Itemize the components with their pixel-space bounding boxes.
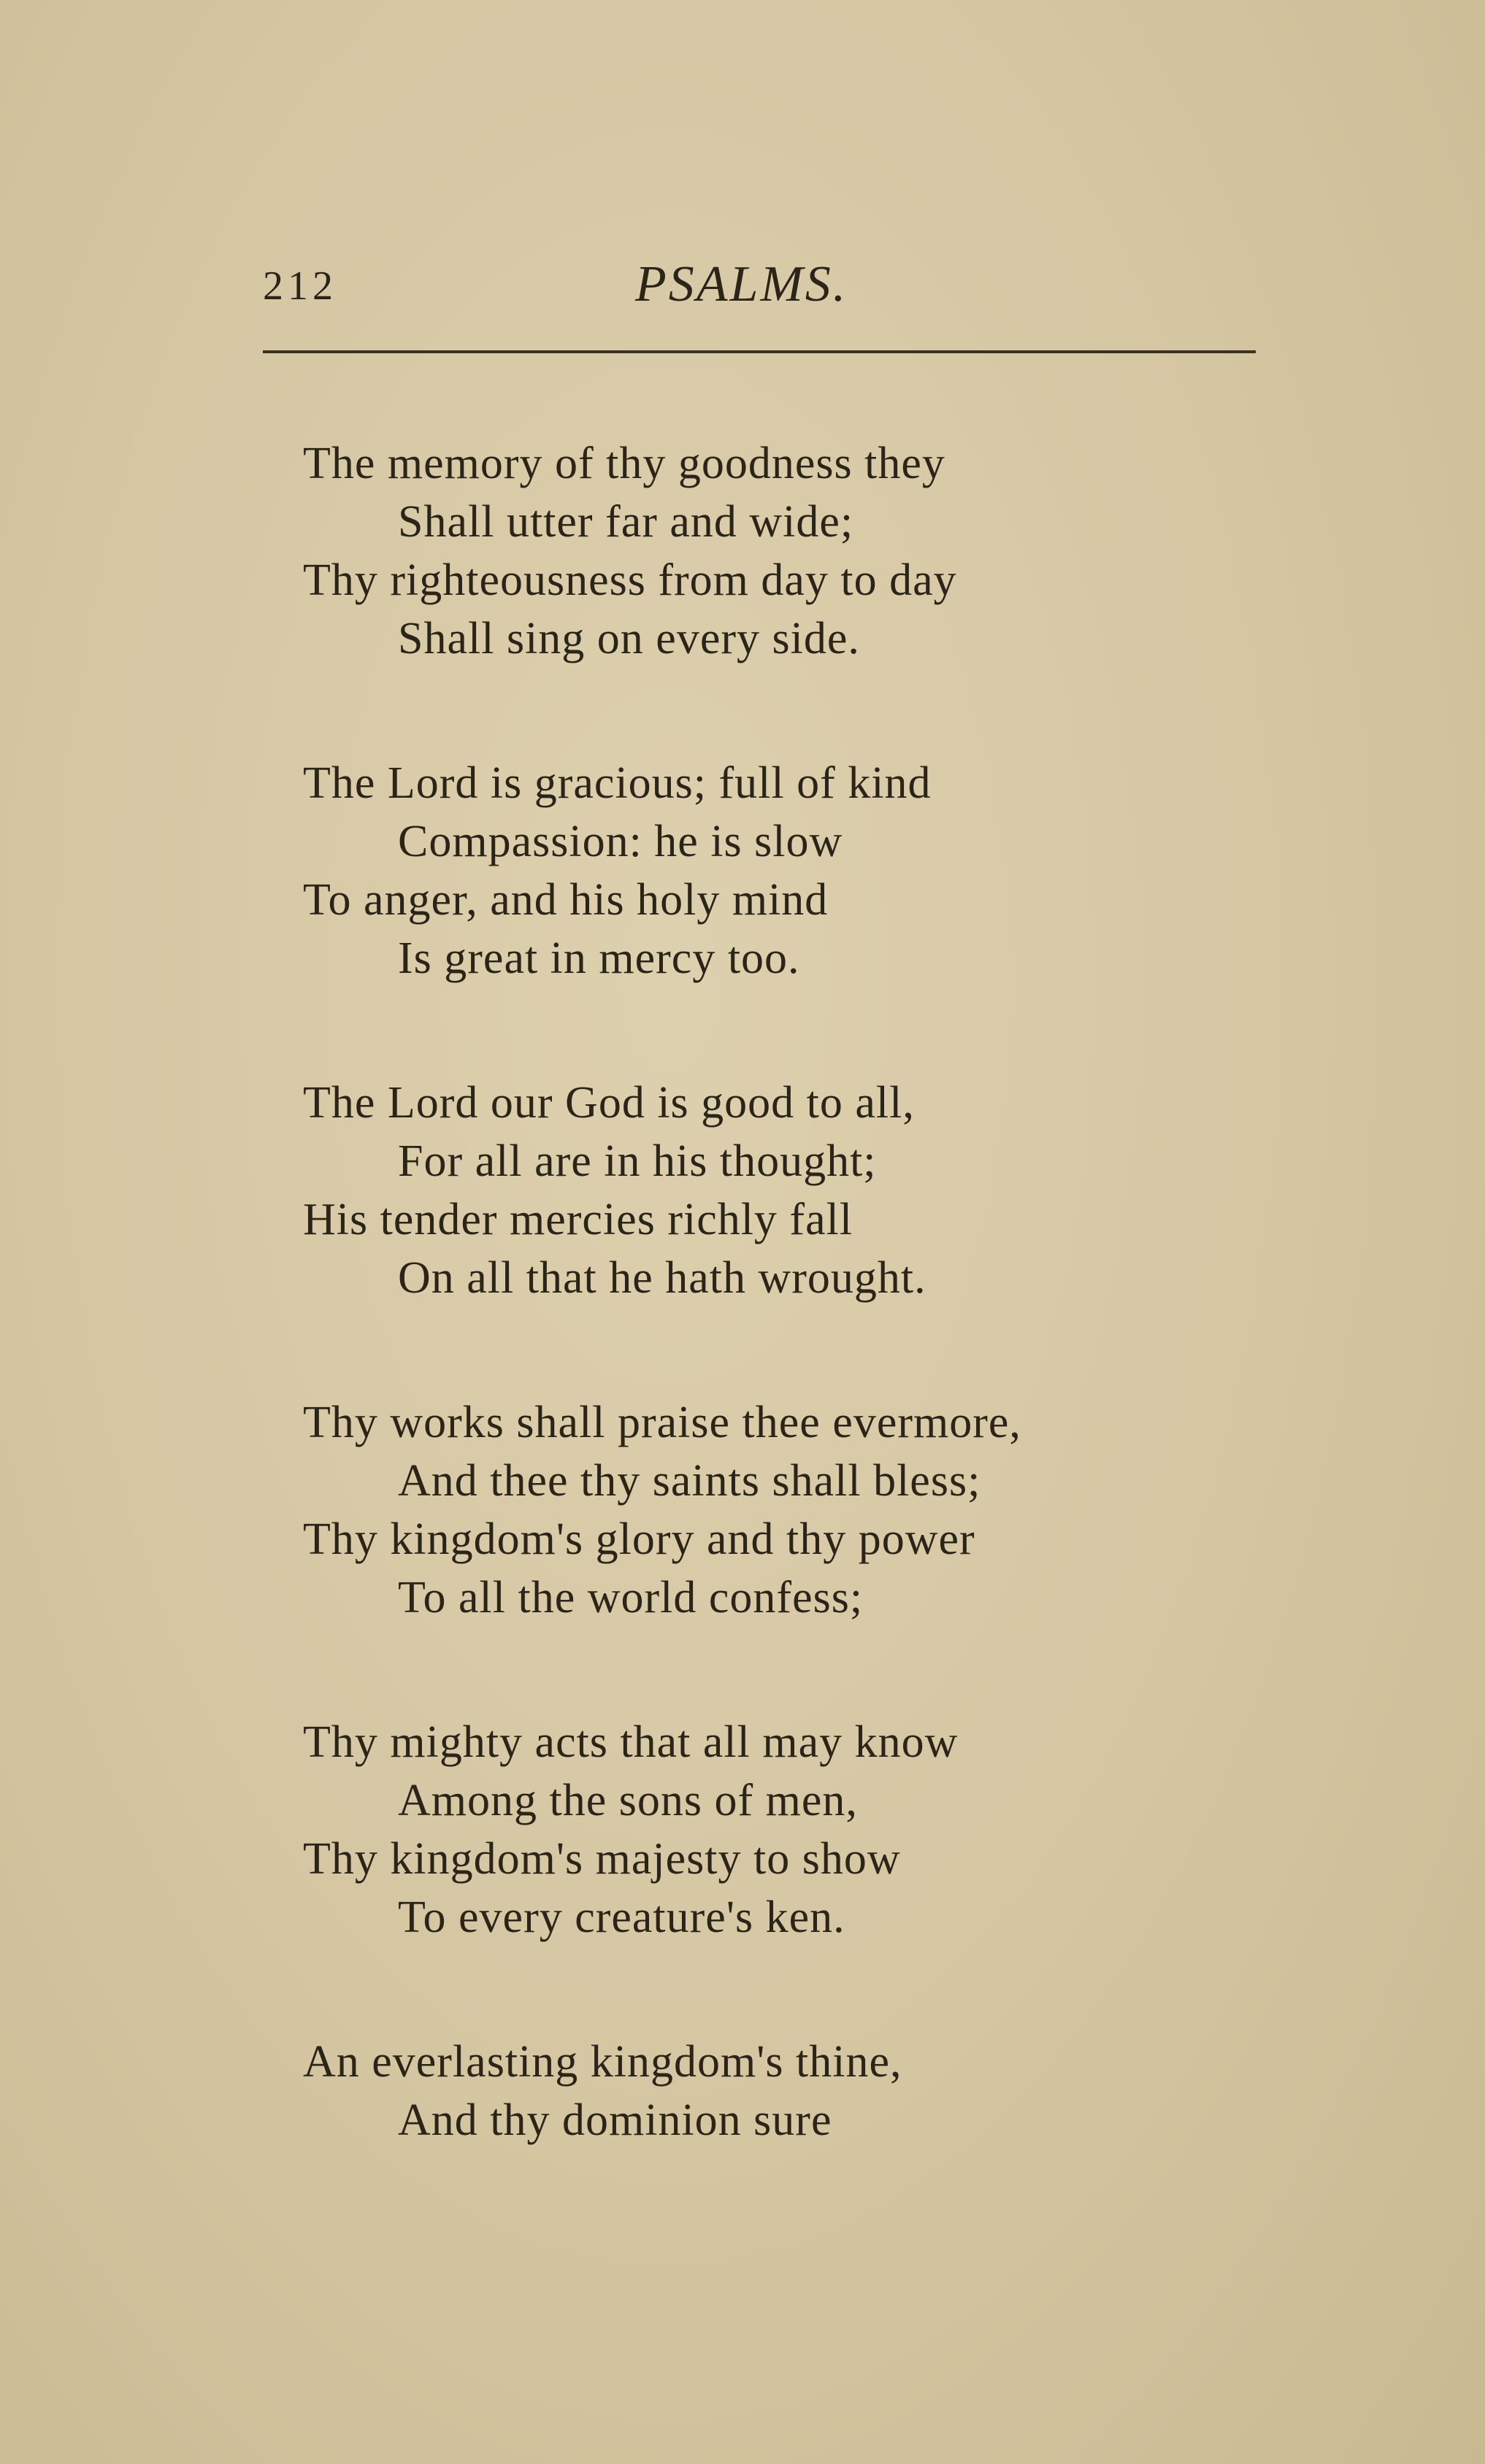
verse-line: Thy kingdom's glory and thy power [303, 1514, 975, 1564]
page-number: 212 [263, 263, 337, 309]
header-rule [263, 350, 1256, 353]
verse-line: Thy mighty acts that all may know [303, 1717, 959, 1767]
verse-line: Thy kingdom's majesty to show [303, 1834, 901, 1884]
verse-line: An everlasting kingdom's thine, [303, 2037, 902, 2087]
verse-line: To anger, and his holy mind [303, 875, 829, 925]
verse-line: Is great in mercy too. [398, 933, 800, 983]
verse-line: For all are in his thought; [398, 1136, 877, 1186]
stanza-1 [303, 434, 1267, 668]
stanza-5 [303, 1713, 1267, 1947]
verse-line: Among the sons of men, [398, 1776, 858, 1825]
page-header [263, 255, 1256, 314]
stanza-4 [303, 1393, 1267, 1627]
verse-line: His tender mercies richly fall [303, 1195, 853, 1244]
verse-line: Thy works shall praise thee evermore, [303, 1398, 1021, 1447]
stanza-6 [303, 2033, 1267, 2149]
verse-line: Compassion: he is slow [398, 817, 843, 866]
verse-line: On all that he hath wrought. [398, 1253, 926, 1303]
verse-line: To every creature's ken. [398, 1893, 845, 1942]
stanza-2 [303, 754, 1267, 987]
verse-line: The Lord our God is good to all, [303, 1078, 915, 1128]
verse-line: And thy dominion sure [398, 2095, 832, 2145]
verse-line: Shall sing on every side. [398, 614, 860, 663]
verse-line: The Lord is gracious; full of kind [303, 758, 932, 808]
stanza-3 [303, 1074, 1267, 1307]
verse-line: Shall utter far and wide; [398, 497, 854, 547]
verse-line: And thee thy saints shall bless; [398, 1456, 981, 1506]
verse-line: To all the world confess; [398, 1573, 864, 1622]
running-head: PSALMS. [635, 256, 848, 312]
verse-line: Thy righteousness from day to day [303, 555, 957, 605]
poem [303, 434, 1267, 2149]
verse-line: The memory of thy goodness they [303, 439, 945, 488]
